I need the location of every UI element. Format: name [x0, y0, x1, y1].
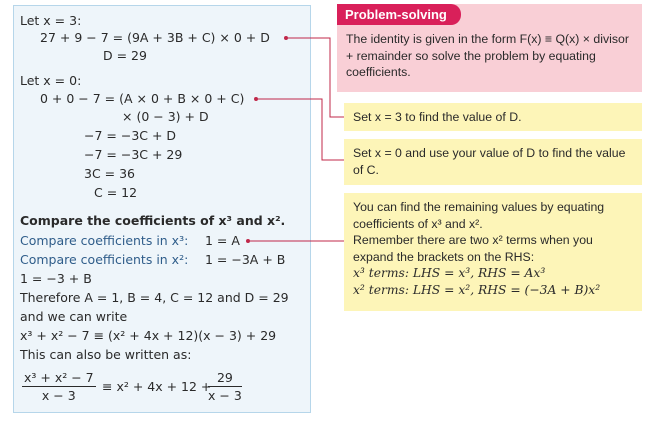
- connector-x0: [258, 99, 344, 160]
- fraction-remainder-numerator: 29: [208, 370, 242, 387]
- connector-coefficients-dot: [246, 239, 250, 243]
- connector-x3: [288, 38, 344, 117]
- fraction-lhs-numerator: x³ + x² − 7: [24, 370, 94, 385]
- fraction-remainder-denominator: x − 3: [208, 388, 242, 403]
- quotient-expression: ≡ x² + 4x + 12 +: [102, 379, 212, 394]
- note-x-3-text: Set x = 3 to find the value of D.: [353, 110, 522, 124]
- compare-x3-result: 1 = A: [205, 233, 240, 248]
- note-coefficients-line-1: You can find the remaining values by equating coefficients of x³ and x².: [353, 200, 605, 231]
- therefore-line: Therefore A = 1, B = 4, C = 12 and D = 29: [20, 290, 289, 305]
- also-written: This can also be written as:: [20, 347, 192, 362]
- equation-x3: 27 + 9 − 7 = (9A + 3B + C) × 0 + D: [40, 30, 270, 45]
- solve-b: 1 = −3 + B: [20, 271, 92, 286]
- let-x-3: Let x = 3:: [20, 13, 82, 28]
- compare-heading: Compare the coefficients of x³ and x².: [20, 213, 286, 228]
- note-coefficients-line-4: x² terms: LHS = x², RHS = (−3A + B)x²: [353, 282, 601, 297]
- step-2: −7 = −3C + 29: [84, 147, 183, 162]
- equation-x0-cont: × (0 − 3) + D: [122, 109, 209, 124]
- step-3: 3C = 36: [84, 166, 136, 181]
- note-coefficients-line-3: x³ terms: LHS = x³, RHS = Ax³: [353, 266, 546, 280]
- compare-x2-result: 1 = −3A + B: [205, 252, 286, 267]
- note-x-0-text: Set x = 0 and use your value of D to find the value of C.: [353, 146, 626, 177]
- we-can-write: and we can write: [20, 309, 128, 324]
- problem-solving-text: The identity is given in the form F(x) ≡ Q(x) × divisor + remainder so solve the problem by equating coefficients.: [346, 32, 629, 79]
- problem-solving-title: Problem-solving: [337, 4, 461, 25]
- compare-x3-label: Compare coefficients in x³:: [20, 233, 189, 248]
- connector-x0-dot: [254, 97, 258, 101]
- equation-x0: 0 + 0 − 7 = (A × 0 + B × 0 + C): [40, 91, 245, 106]
- let-x-0: Let x = 0:: [20, 73, 82, 88]
- result-d: D = 29: [103, 48, 147, 63]
- note-coefficients-line-2: Remember there are two x² terms when you expand the brackets on the RHS:: [353, 233, 593, 264]
- fraction-lhs-denominator: x − 3: [41, 388, 76, 403]
- identity-result: x³ + x² − 7 ≡ (x² + 4x + 12)(x − 3) + 29: [20, 328, 277, 343]
- compare-x2-label: Compare coefficients in x²:: [20, 252, 189, 267]
- step-1: −7 = −3C + D: [84, 128, 177, 143]
- result-c: C = 12: [94, 185, 138, 200]
- connector-x3-dot: [284, 36, 288, 40]
